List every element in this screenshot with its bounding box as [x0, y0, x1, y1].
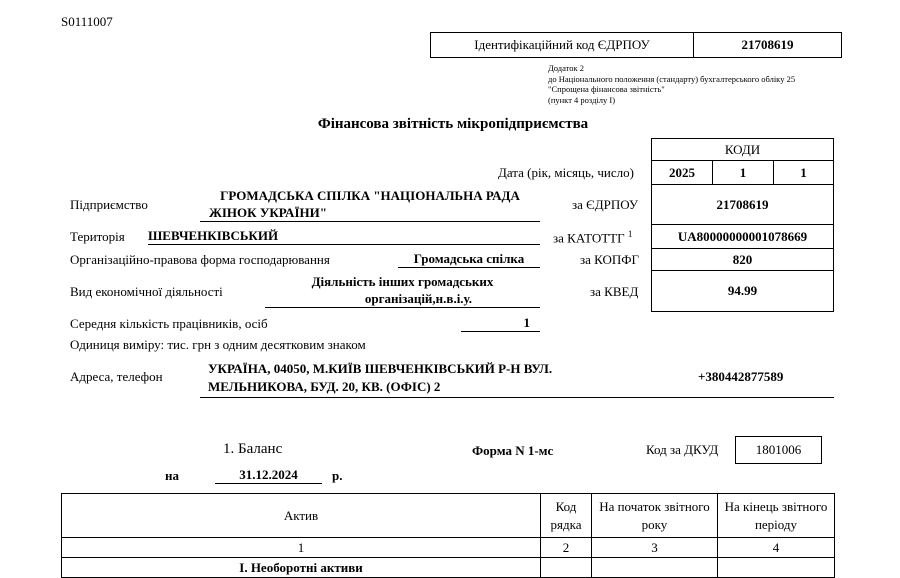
form-code: S0111007 [61, 14, 113, 29]
date-day: 1 [773, 160, 834, 185]
regulation-note-line: (пункт 4 розділу І) [548, 94, 616, 105]
form-number: Форма N 1-мс [472, 443, 554, 458]
unit-label: Одиниця виміру: тис. грн з одним десятковим знаком [70, 337, 366, 352]
dkud-label: Код за ДКУД [646, 442, 719, 457]
edrpou-header-value: 21708619 [741, 37, 794, 52]
edrpou-header-box [430, 32, 842, 58]
regulation-note-line: до Національного положення (стандарту) бухгалтерського обліку 25 [548, 73, 796, 84]
regulation-note-line: "Спрощена фінансова звітність" [548, 84, 665, 94]
legal-form-label: Організаційно-правова форма господарювання [70, 252, 330, 267]
legal-form-value: Громадська спілка [398, 251, 540, 268]
table-section-row [62, 558, 835, 578]
phone-value: +380442877589 [698, 369, 784, 384]
activity-label: Вид економічної діяльності [70, 284, 223, 299]
territory-label: Територія [70, 229, 125, 244]
dkud-code: 1801006 [735, 436, 822, 464]
date-year: 2025 [651, 160, 713, 185]
balance-on-label: на [165, 468, 179, 483]
kved-label: за КВЕД [590, 284, 639, 299]
enterprise-value-line: ГРОМАДСЬКА СПІЛКА "НАЦІОНАЛЬНА РАДА [220, 188, 520, 203]
codes-header: КОДИ [651, 138, 834, 161]
kved-code: 94.99 [651, 270, 834, 312]
edrpou-code: 21708619 [651, 184, 834, 225]
address-line: МЕЛЬНИКОВА, БУД. 20, КВ. (ОФІС) 2 [208, 379, 441, 394]
activity-value-line: організацій,н.в.і.у. [364, 291, 472, 306]
table-header-cell: Код рядка [541, 494, 592, 538]
balance-year-suffix: р. [332, 468, 343, 483]
katottg-code: UA80000000001078669 [651, 224, 834, 249]
kopfg-label: за КОПФГ [580, 252, 640, 267]
kopfg-code: 820 [651, 248, 834, 271]
table-cell [541, 558, 592, 578]
address-label: Адреса, телефон [70, 369, 163, 384]
enterprise-value [200, 187, 540, 222]
katottg-footnote: 1 [627, 229, 633, 239]
balance-title: 1. Баланс [223, 441, 283, 457]
table-number-cell: 4 [718, 538, 835, 558]
table-cell [592, 558, 718, 578]
address-value [208, 360, 552, 396]
edrpou-code-label: за ЄДРПОУ [572, 197, 639, 212]
table-number-cell: 3 [592, 538, 718, 558]
table-number-row [62, 538, 835, 558]
regulation-note-line: Додаток 2 [548, 63, 585, 73]
territory-value: ШЕВЧЕНКІВСЬКИЙ [148, 228, 540, 245]
table-header-cell: На початок звітного року [592, 494, 718, 538]
table-header-row [62, 494, 835, 538]
table-header-cell: Актив [62, 494, 541, 538]
table-number-cell: 1 [62, 538, 541, 558]
enterprise-value-line: ЖІНОК УКРАЇНИ" [209, 205, 327, 220]
date-label: Дата (рік, місяць, число) [498, 165, 634, 180]
table-section-title: І. Необоротні активи [62, 558, 541, 578]
enterprise-label: Підприємство [70, 197, 148, 212]
page-title: Фінансова звітність мікропідприємства [317, 116, 589, 132]
table-cell [718, 558, 835, 578]
balance-date: 31.12.2024 [215, 467, 322, 484]
activity-value [265, 273, 540, 308]
balance-table [61, 493, 835, 578]
katottg-label [553, 229, 632, 246]
table-number-cell: 2 [541, 538, 592, 558]
activity-value-line: Діяльність інших громадських [311, 274, 494, 289]
employees-label: Середня кількість працівників, осіб [70, 316, 268, 331]
regulation-note [548, 63, 795, 105]
date-month: 1 [712, 160, 774, 185]
address-line: УКРАЇНА, 04050, М.КИЇВ ШЕВЧЕНКІВСЬКИЙ Р-Н ВУЛ. [208, 361, 553, 376]
edrpou-header-label: Ідентифікаційний код ЄДРПОУ [431, 33, 694, 57]
table-header-cell: На кінець звітного періоду [718, 494, 835, 538]
katottg-label-text: за КАТОТТГ [553, 230, 625, 246]
employees-value: 1 [461, 315, 540, 332]
